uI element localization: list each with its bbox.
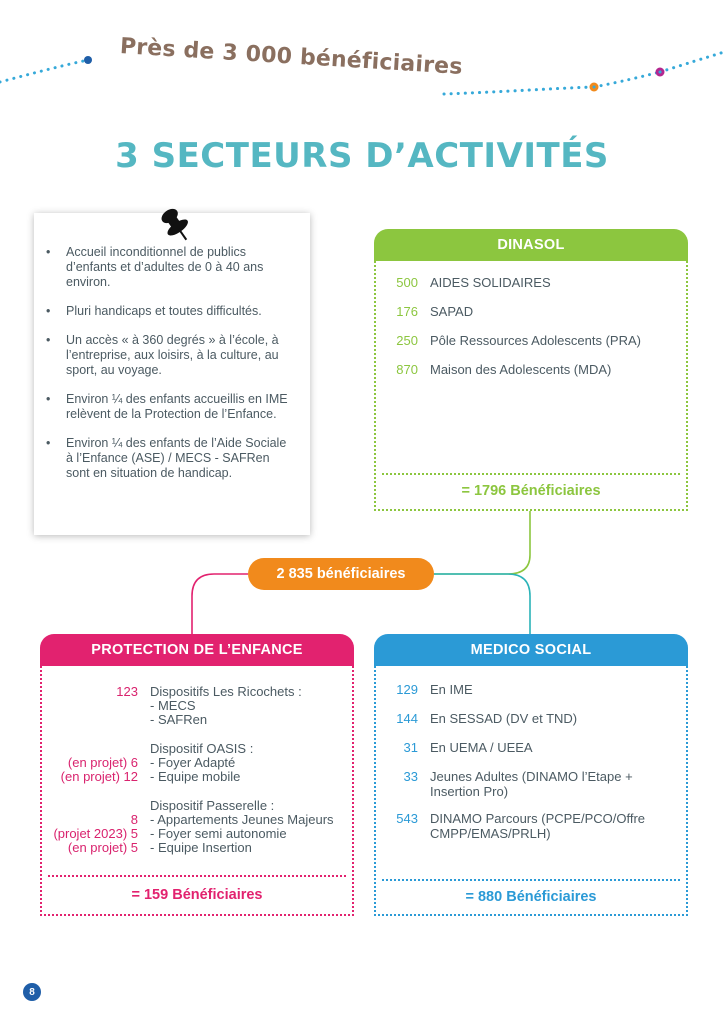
beneficiary-count: 8 (130, 812, 138, 827)
sector-title: DINASOL (374, 229, 688, 261)
sector-total: = 880 Bénéficiaires (465, 889, 597, 905)
info-card (34, 213, 310, 535)
service-label: - Equipe mobile (150, 769, 241, 784)
group-heading: Dispositifs Les Ricochets : (150, 684, 302, 699)
page-title: 3 SECTEURS D’ACTIVITÉS (115, 136, 609, 176)
service-label: AIDES SOLIDAIRES (430, 275, 551, 290)
beneficiary-count: (en projet) 12 (60, 769, 138, 784)
divider (382, 879, 680, 881)
beneficiary-count: 129 (396, 682, 418, 697)
info-item: • Un accès « à 360 degrés » à l’école, à l’entreprise, aux loisirs, à la culture, au sport, au voyage. (44, 333, 294, 378)
beneficiary-count: 33 (403, 769, 418, 784)
info-item: • Pluri handicaps et toutes difficultés. (44, 304, 294, 319)
divider (382, 473, 680, 475)
service-label: Jeunes Adultes (DINAMO l’Etape + Insertion Pro) (430, 769, 633, 799)
sector-title: PROTECTION DE L’ENFANCE (40, 634, 354, 666)
info-list (44, 245, 294, 495)
page-number: 8 (23, 983, 41, 1001)
sector-dinasol (374, 229, 688, 511)
beneficiary-count: (projet 2023) 5 (53, 826, 138, 841)
sector-total: = 159 Bénéficiaires (131, 887, 263, 903)
sector-total: = 1796 Bénéficiaires (461, 483, 601, 499)
service-label: DINAMO Parcours (PCPE/PCO/Offre CMPP/EMAS/PRLH) (430, 811, 646, 841)
service-label: - Equipe Insertion (150, 840, 252, 855)
beneficiary-count: 543 (396, 811, 418, 826)
sector-protection-enfance (40, 634, 354, 916)
beneficiary-count: 176 (396, 304, 418, 319)
service-label: En SESSAD (DV et TND) (430, 711, 578, 726)
sector-title: MEDICO SOCIAL (374, 634, 688, 666)
beneficiary-count: 870 (396, 362, 418, 377)
group-heading: Dispositif OASIS : (150, 741, 254, 756)
sector-medico-social (374, 634, 688, 916)
divider (48, 875, 346, 877)
sector-body (40, 666, 354, 916)
beneficiary-count: (en projet) 6 (67, 755, 138, 770)
info-item: • Environ ¼ des enfants accueillis en IME relèvent de la Protection de l’Enfance. (44, 392, 294, 422)
beneficiary-count: (en projet) 5 (67, 840, 138, 855)
service-label: - Foyer Adapté (150, 755, 236, 770)
beneficiary-count: 500 (396, 275, 418, 290)
service-label: - Foyer semi autonomie (150, 826, 287, 841)
beneficiary-count: 250 (396, 333, 418, 348)
beneficiary-count: 144 (396, 711, 418, 726)
service-label: Pôle Ressources Adolescents (PRA) (430, 333, 641, 348)
group-heading: Dispositif Passerelle : (150, 798, 275, 813)
service-label: SAPAD (430, 304, 474, 319)
info-item: • Environ ¼ des enfants de l’Aide Sociale à l’Enfance (ASE) / MECS - SAFRen sont en situation de handicap. (44, 436, 294, 481)
header-tagline: Près de 3 000 bénéficiaires (119, 34, 464, 80)
beneficiary-count: 31 (403, 740, 418, 755)
service-label: Maison des Adolescents (MDA) (430, 362, 612, 377)
pushpin-icon (156, 205, 196, 245)
beneficiary-count: 123 (116, 684, 138, 699)
total-beneficiaries-badge: 2 835 bénéficiaires (248, 558, 434, 590)
service-label: - MECS (150, 698, 196, 713)
service-label: En IME (430, 682, 473, 697)
service-label: - SAFRen (150, 712, 208, 727)
service-label: - Appartements Jeunes Majeurs (150, 812, 334, 827)
service-label: En UEMA / UEEA (430, 740, 533, 755)
info-item: • Accueil inconditionnel de publics d’enfants et d’adultes de 0 à 40 ans environ. (44, 245, 294, 290)
